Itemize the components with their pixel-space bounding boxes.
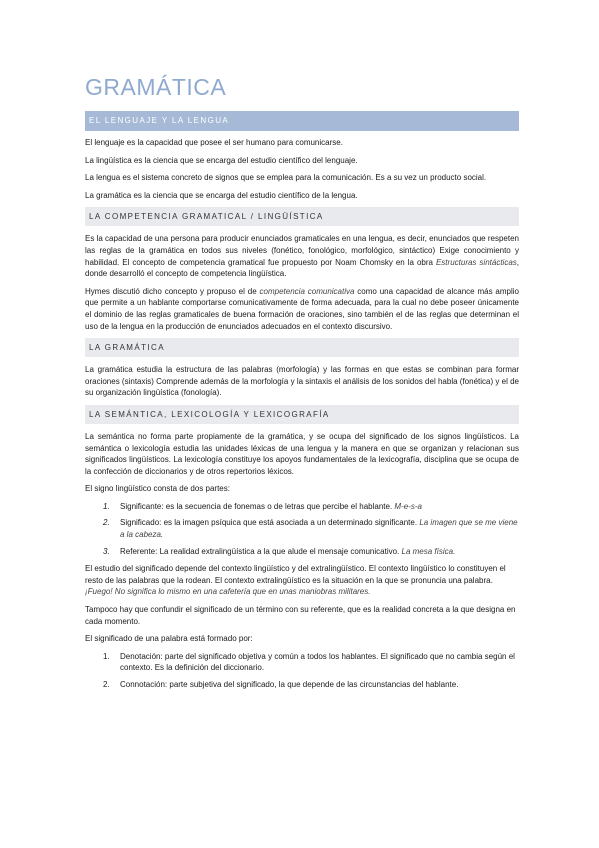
list-text: Connotación: parte subjetiva del significado, la que depende de las circunstancias del hablante. <box>120 680 459 689</box>
list-number: 2. <box>103 680 110 689</box>
text-run: Hymes discutió dicho concepto y propuso el de <box>85 286 260 296</box>
semantica-paragraph: El significado de una palabra está formado por: <box>85 634 253 644</box>
competencia-paragraph <box>85 286 519 332</box>
semantica-paragraph: La semántica no forma parte propiamente de la gramática, y se ocupa del significado de los signos lingüísticos. La semántica o lexicología estudia las unidades léxicas de una lengua y la manera en que se organizan y relacionan sus significados lingüísticos. La lexicología constituye los apoyos fundamentales de la lexicografía, disciplina que se ocupa de la confección de diccionarios y de otros repertorios léxicos. <box>85 431 519 476</box>
semantica-paragraph: Tampoco hay que confundir el significado de un término con su referente, que es la realidad concreta a la que designa en cada momento. <box>85 605 516 626</box>
list-number: 2. <box>103 518 110 528</box>
list-example: M-e-s-a <box>394 501 422 511</box>
text-run: como una capacidad de alcance más amplio que permite a un hablante comportarse comunicativamente de forma adecuada, para la cual no debe poseer únicamente el dominio de las reglas gramaticales de buena formación de oraciones, sino también el de las reglas que determinan el uso de la lengua en la producción de enunciados adecuados en el contexto discursivo. <box>85 286 519 331</box>
list-number: 1. <box>103 501 110 511</box>
book-title: Estructuras sintácticas <box>435 257 517 267</box>
text-run: El estudio del significado depende del contexto lingüístico y del extralingüístico. El contexto lingüístico lo constituyen el resto de las palabras que la rodean. El contexto extralingüístico es la situación en la que se pronuncia una palabra. <box>85 564 506 585</box>
term-emphasis: competencia comunicativa <box>259 286 355 296</box>
list-text: Denotación: parte del significado objetiva y común a todos los hablantes. El significado que no cambia según el contexto. Es la definición del diccionario. <box>120 651 515 673</box>
list-text: Significado: es la imagen psíquica que está asociada a un determinado significante. <box>120 518 420 528</box>
list-number: 3. <box>103 546 110 556</box>
text-run: , donde desarrolló el concepto de competencia lingüística. <box>85 257 519 279</box>
list-item <box>85 517 519 540</box>
semantica-paragraph <box>85 563 519 598</box>
list-number: 1. <box>103 651 110 661</box>
list-item <box>85 501 519 513</box>
intro-paragraph: La lingüística es la ciencia que se encarga del estudio científico del lenguaje. <box>85 155 358 165</box>
list-text: Referente: La realidad extralingüística a la que alude el mensaje comunicativo. <box>120 546 402 556</box>
list-item <box>85 651 519 674</box>
list-item <box>85 546 519 558</box>
list-example: La imagen que se me viene a la cabeza. <box>120 518 518 540</box>
significado-parts-list <box>85 651 519 691</box>
page-title: GRAMÁTICA <box>85 74 227 100</box>
list-text: Significante: es la secuencia de fonemas o de letras que percibe el hablante. <box>120 501 395 511</box>
competencia-paragraph <box>85 233 519 279</box>
intro-paragraph: La gramática es la ciencia que se encarga del estudio científico de la lengua. <box>85 190 358 200</box>
section-heading-gramatica: LA GRAMÁTICA <box>85 338 519 357</box>
section-heading-competencia: LA COMPETENCIA GRAMATICAL / LINGÜÍSTICA <box>85 207 519 226</box>
section-heading-semantica: LA SEMÁNTICA, LEXICOLOGÍA Y LEXICOGRAFÍA <box>85 405 519 424</box>
list-example: La mesa física. <box>401 546 456 556</box>
intro-paragraph: El lenguaje es la capacidad que posee el ser humano para comunicarse. <box>85 138 343 147</box>
signo-parts-list <box>85 501 519 557</box>
gramatica-paragraph: La gramática estudia la estructura de las palabras (morfología) y las formas en que estas se combinan para formar oraciones (sintaxis) Comprende además de la morfología y la sintaxis el análisis de los sonidos del habla (fonética) y el de su organización lingüística (fonología). <box>85 365 519 398</box>
intro-paragraph: La lengua es el sistema concreto de signos que se emplea para la comunicación. Es a su vez un producto social. <box>85 173 487 183</box>
semantica-paragraph: El signo lingüístico consta de dos partes: <box>85 484 230 494</box>
example-emphasis: ¡Fuego! No significa lo mismo en una cafetería que en unas maniobras militares. <box>85 587 371 597</box>
list-item <box>85 679 519 691</box>
document-content <box>85 72 519 697</box>
text-run: Es la capacidad de una persona para producir enunciados gramaticales en una lengua, es decir, enunciados que respeten las reglas de la gramática en todos sus niveles (fonético, fonológico, morfológico, sintáctico) Exige conocimiento y habilidad. El concepto de competencia gramatical fue propuesto por Noam Chomsky en la obra <box>85 234 519 267</box>
section-band-lenguaje: EL LENGUAJE Y LA LENGUA <box>85 111 519 131</box>
